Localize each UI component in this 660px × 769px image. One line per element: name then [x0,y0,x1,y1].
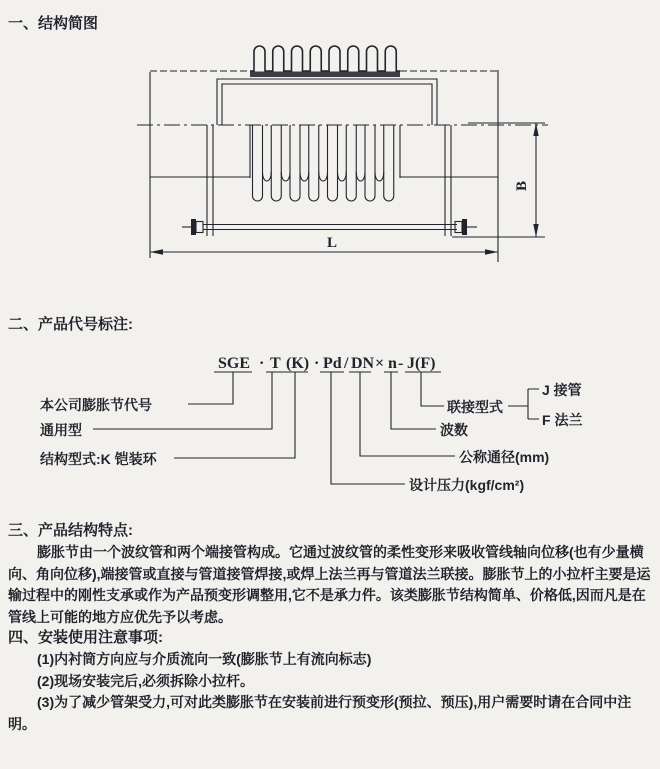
code-times: × [375,355,385,372]
section2-heading: 二、产品代号标注: [8,316,133,333]
leader-connection [421,372,444,406]
code-leader-lines [93,372,539,484]
dim-l-arrow-right [485,249,498,254]
label-connection-f: F 法兰 [542,412,583,428]
left-nut [191,219,196,235]
section3-line-3: 输过程中的刚性支承或作为产品预变形调整用,它不是承力件。该类膨胀节结构简单、价格低,因而凡是在 [8,587,646,604]
code-dot-2: · [314,355,320,372]
note-item-1: (1)内衬筒方向应与介质流向一致(膨胀节上有流向标志) [37,650,372,667]
section3-line-1: 膨胀节由一个波纹管和两个端接管构成。它通过波纹管的柔性变形来吸收管线轴向位移(也有少量横 [37,543,644,560]
tie-rod [203,225,457,230]
section3-line-4: 管线上可能的地方应优先予以考虑。 [8,609,232,626]
sleeve-inner-line [222,84,432,125]
bellows-convolutions [253,125,394,201]
section4 [8,627,656,736]
code-connection: J(F) [407,355,436,372]
label-connection: 联接型式 [447,399,503,415]
dim-l-arrow-left [150,249,163,254]
label-pressure: 设计压力(kgf/cm²) [409,477,525,493]
section3-line-2: 向、角向位移),端接管或直接与管道接管焊接,或焊上法兰再与管道法兰联接。膨胀节上的小拉杆主要是运 [8,565,651,582]
code-dn: DN [351,355,375,372]
bellows-top-waves [250,46,400,71]
connection-bracket [508,389,539,419]
right-washer [455,222,462,233]
leader-company [188,372,233,404]
bellows-end-collars [250,125,400,178]
bellows-section [250,125,400,201]
code-dash: - [398,355,404,372]
outer-sleeve [217,72,437,126]
section4-heading: 四、安装使用注意事项: [8,629,163,646]
section1-heading: 一、结构简图 [8,15,99,32]
bellows-convolution-roots [263,172,384,181]
code-structure-type: (K) [286,355,310,372]
label-connection-j: J 接管 [542,382,582,398]
code-pressure: Pd [323,355,342,372]
note-item-3-line-2: 明。 [8,716,36,733]
leader-diameter [360,372,455,456]
code-slash: / [344,355,349,372]
dimension-L [150,235,498,255]
code-dot-1: · [259,355,265,372]
label-company: 本公司膨胀节代号 [40,397,152,413]
label-structure: 结构型式:K 铠装环 [40,451,157,467]
dim-b-label: B [514,180,530,192]
leader-waves [391,372,436,429]
right-nut [462,219,467,235]
note-item-3-line-1: (3)为了减少管架受力,可对此类膨胀节在安装前进行预变形(预拉、预压),用户需要时请在合同中注 [37,694,632,711]
right-lug-plate [445,125,451,236]
pipe-ends [150,70,498,262]
code-wave-count: n [388,355,397,372]
left-washer [196,222,203,233]
label-waves: 波数 [440,422,468,438]
code-string [218,355,435,372]
code-labels [40,382,582,493]
tie-rod-assembly [182,125,477,236]
code-general-type: T [270,355,281,372]
code-prefix: SGE [218,355,251,372]
sleeve-outline [217,79,437,125]
structure-diagram [0,0,660,300]
leader-pressure [331,372,405,484]
leader-structure [174,372,295,458]
left-lug-plate [207,125,213,236]
label-general: 通用型 [40,422,82,438]
section3-heading: 三、产品结构特点: [8,522,133,539]
section3 [8,520,656,629]
dim-b-arrow-bottom [533,224,538,237]
label-diameter: 公称通径(mm) [459,449,550,465]
dim-l-label: L [327,235,338,251]
product-code-diagram [0,340,660,508]
note-item-2: (2)现场安装完后,必须拆除小拉杆。 [37,672,254,689]
bellows-root-band [250,72,400,78]
